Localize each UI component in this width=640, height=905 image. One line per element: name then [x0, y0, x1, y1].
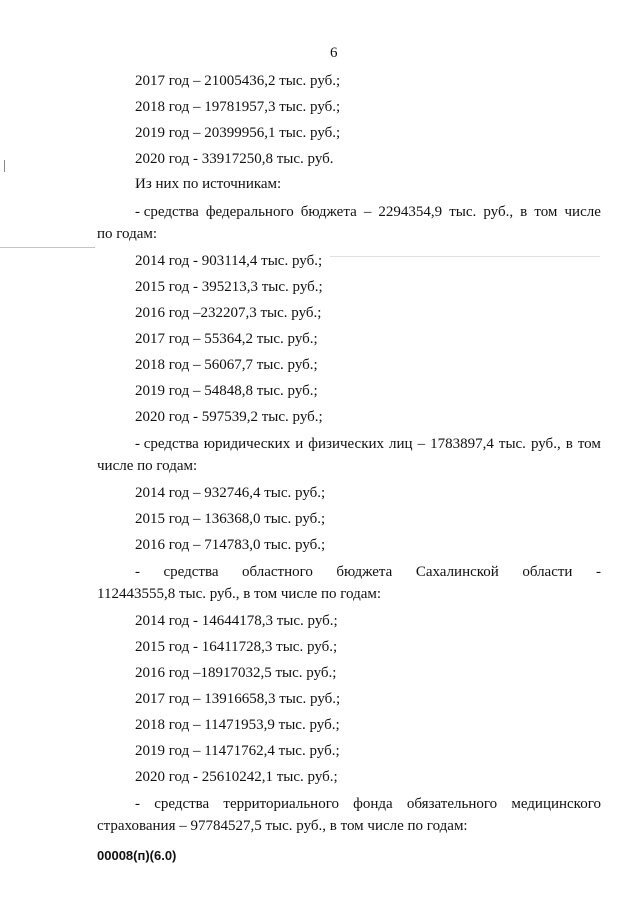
federal-year-2018: 2018 год – 56067,7 тыс. руб.;: [135, 357, 318, 373]
fund-paragraph-line1: - средства территориального фонда обязательного медицинского: [135, 796, 601, 812]
regional-year-2019: 2019 год – 11471762,4 тыс. руб.;: [135, 743, 340, 759]
regional-year-2018: 2018 год – 11471953,9 тыс. руб.;: [135, 717, 340, 733]
regional-year-2015: 2015 год - 16411728,3 тыс. руб.;: [135, 639, 338, 655]
federal-year-2019: 2019 год – 54848,8 тыс. руб.;: [135, 383, 318, 399]
scan-mark-edge: [4, 160, 5, 172]
scan-mark-left: [0, 247, 95, 248]
legal-paragraph-line2: числе по годам:: [97, 458, 198, 474]
federal-year-2014: 2014 год - 903114,4 тыс. руб.;: [135, 253, 323, 269]
regional-paragraph-line1: - средства областного бюджета Сахалинской области -: [135, 564, 601, 580]
scan-mark-right: [330, 256, 600, 257]
federal-year-2020: 2020 год - 597539,2 тыс. руб.;: [135, 409, 323, 425]
line-2020: 2020 год - 33917250,8 тыс. руб.: [135, 151, 334, 167]
federal-year-2017: 2017 год – 55364,2 тыс. руб.;: [135, 331, 318, 347]
federal-paragraph-line1: - средства федерального бюджета – 2294354,9 тыс. руб., в том числе: [135, 204, 601, 220]
legal-year-2016: 2016 год – 714783,0 тыс. руб.;: [135, 537, 326, 553]
regional-year-2017: 2017 год – 13916658,3 тыс. руб.;: [135, 691, 341, 707]
federal-year-2015: 2015 год - 395213,3 тыс. руб.;: [135, 279, 323, 295]
sources-heading: Из них по источникам:: [135, 176, 282, 192]
federal-year-2016: 2016 год –232207,3 тыс. руб.;: [135, 305, 322, 321]
legal-year-2014: 2014 год – 932746,4 тыс. руб.;: [135, 485, 326, 501]
line-2018: 2018 год – 19781957,3 тыс. руб.;: [135, 99, 341, 115]
line-2019: 2019 год – 20399956,1 тыс. руб.;: [135, 125, 341, 141]
regional-year-2016: 2016 год –18917032,5 тыс. руб.;: [135, 665, 337, 681]
regional-year-2014: 2014 год - 14644178,3 тыс. руб.;: [135, 613, 338, 629]
line-2017: 2017 год – 21005436,2 тыс. руб.;: [135, 73, 341, 89]
document-code: 00008(п)(6.0): [97, 848, 177, 863]
regional-paragraph-line2: 112443555,8 тыс. руб., в том числе по годам:: [97, 586, 382, 602]
page-number: 6: [330, 45, 338, 61]
legal-paragraph-line1: - средства юридических и физических лиц – 1783897,4 тыс. руб., в том: [135, 436, 601, 452]
regional-year-2020: 2020 год - 25610242,1 тыс. руб.;: [135, 769, 338, 785]
legal-year-2015: 2015 год – 136368,0 тыс. руб.;: [135, 511, 326, 527]
federal-paragraph-line2: по годам:: [97, 226, 158, 242]
fund-paragraph-line2: страхования – 97784527,5 тыс. руб., в том числе по годам:: [97, 818, 468, 834]
